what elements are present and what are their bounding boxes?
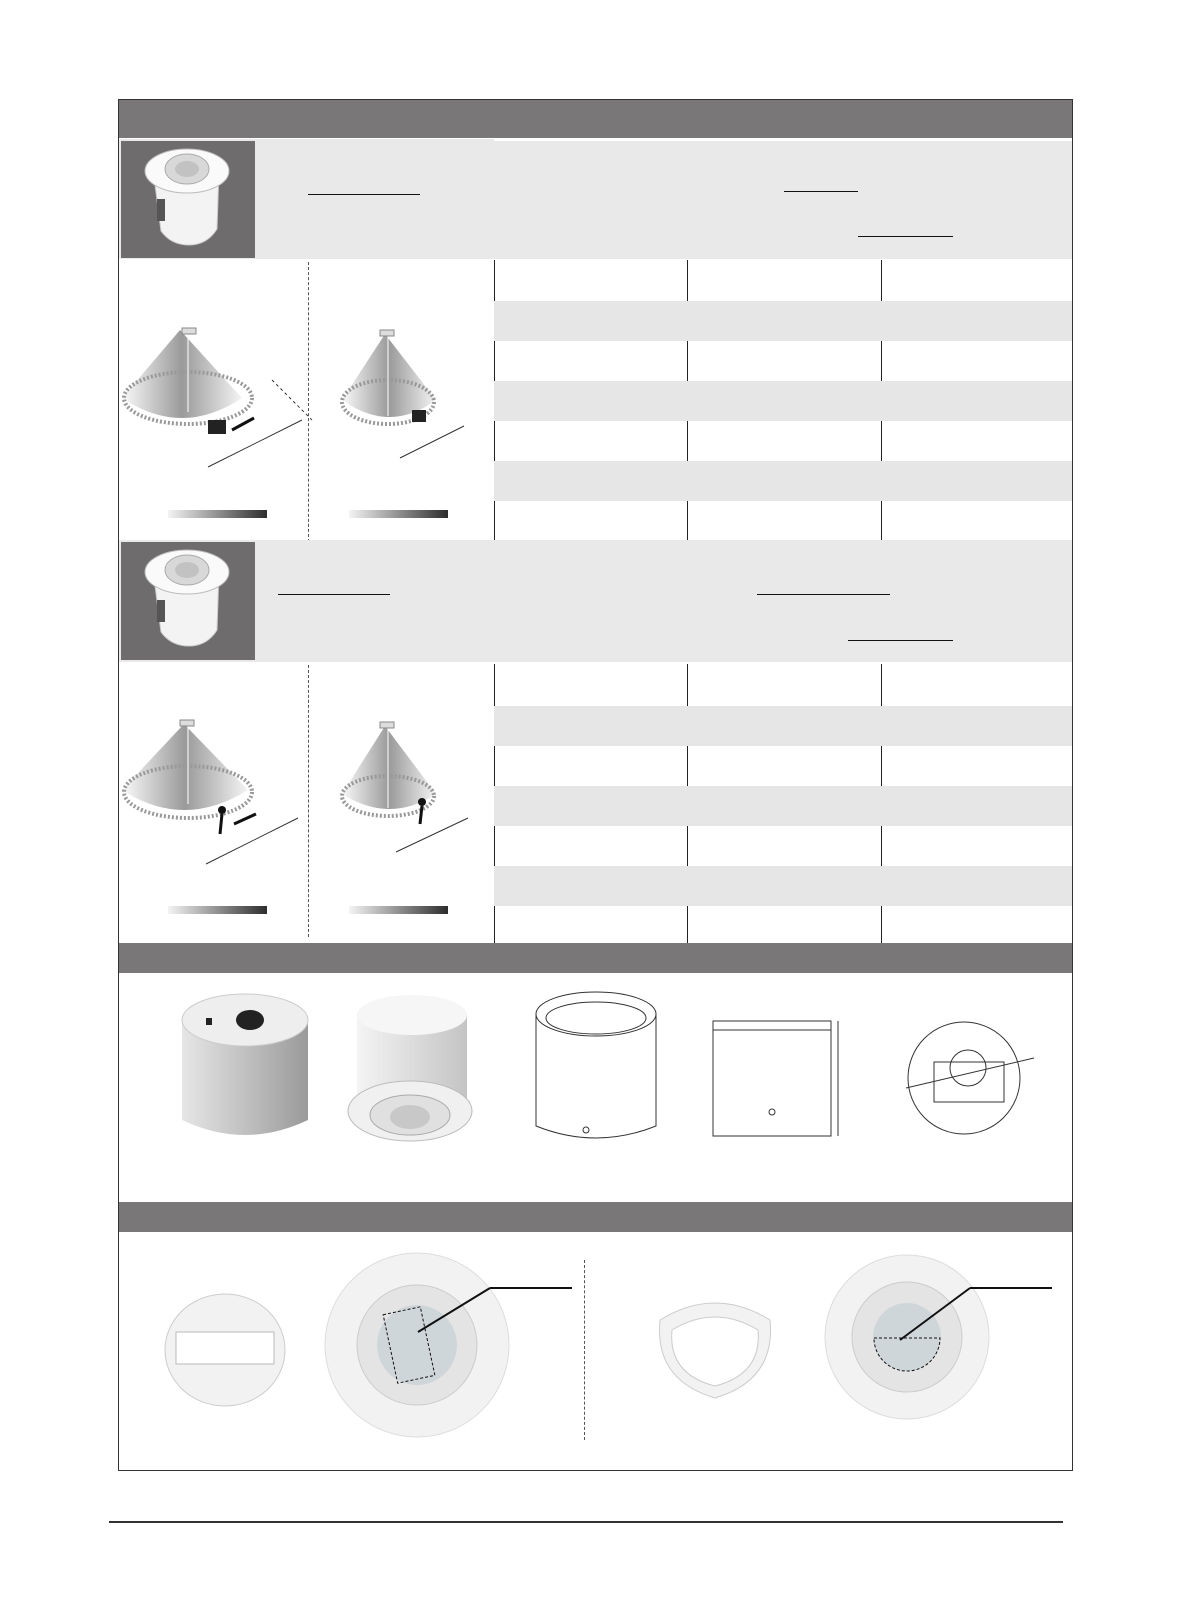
sensor-lens-icon (822, 1252, 992, 1422)
scale-gradient (349, 906, 448, 914)
product-1-name-underline (308, 194, 420, 195)
mask-divider (584, 1260, 585, 1440)
surface-box-outline-icon (534, 988, 659, 1158)
scale-gradient (349, 510, 448, 518)
table-row (494, 706, 1072, 746)
surface-box-top-icon (906, 1018, 1036, 1148)
product-1-code-underline (784, 191, 858, 192)
diagram-divider (308, 665, 309, 937)
detection-cone-vehicle-icon (340, 330, 470, 480)
product-1-spec-underline (858, 236, 953, 237)
surface-box-icon (180, 990, 310, 1150)
table-row (494, 786, 1072, 826)
table-row (494, 301, 1072, 341)
product-2-thumbnail (121, 542, 255, 660)
detection-cone-person-icon (122, 718, 302, 878)
sensor-photo-icon (121, 141, 255, 258)
product-2-code-underline (757, 594, 890, 595)
scale-gradient (168, 510, 267, 518)
scale-gradient (168, 906, 267, 914)
masks-bar (119, 1202, 1072, 1232)
product-2-panel (119, 540, 1072, 662)
detection-cone-vehicle-icon (122, 320, 302, 480)
product-2-spec-underline (848, 640, 953, 641)
product-2-name-underline (278, 594, 390, 595)
mask-ring-icon (162, 1290, 288, 1410)
surface-box-sensor-icon (345, 985, 475, 1165)
header-bar (119, 100, 1072, 138)
table-row (494, 381, 1072, 421)
accessories-bar (119, 943, 1072, 973)
detection-cone-person-icon (340, 722, 470, 872)
mask-ring-icon (652, 1290, 778, 1400)
footer-rule (109, 1521, 1063, 1523)
product-1-thumbnail (121, 141, 255, 258)
sensor-photo-icon (121, 542, 255, 660)
table-row (494, 461, 1072, 501)
table-row (494, 866, 1072, 906)
diagram-divider (308, 262, 309, 542)
product-1-panel (119, 139, 1072, 259)
sensor-lens-icon (322, 1250, 512, 1440)
surface-box-side-icon (712, 1020, 842, 1140)
